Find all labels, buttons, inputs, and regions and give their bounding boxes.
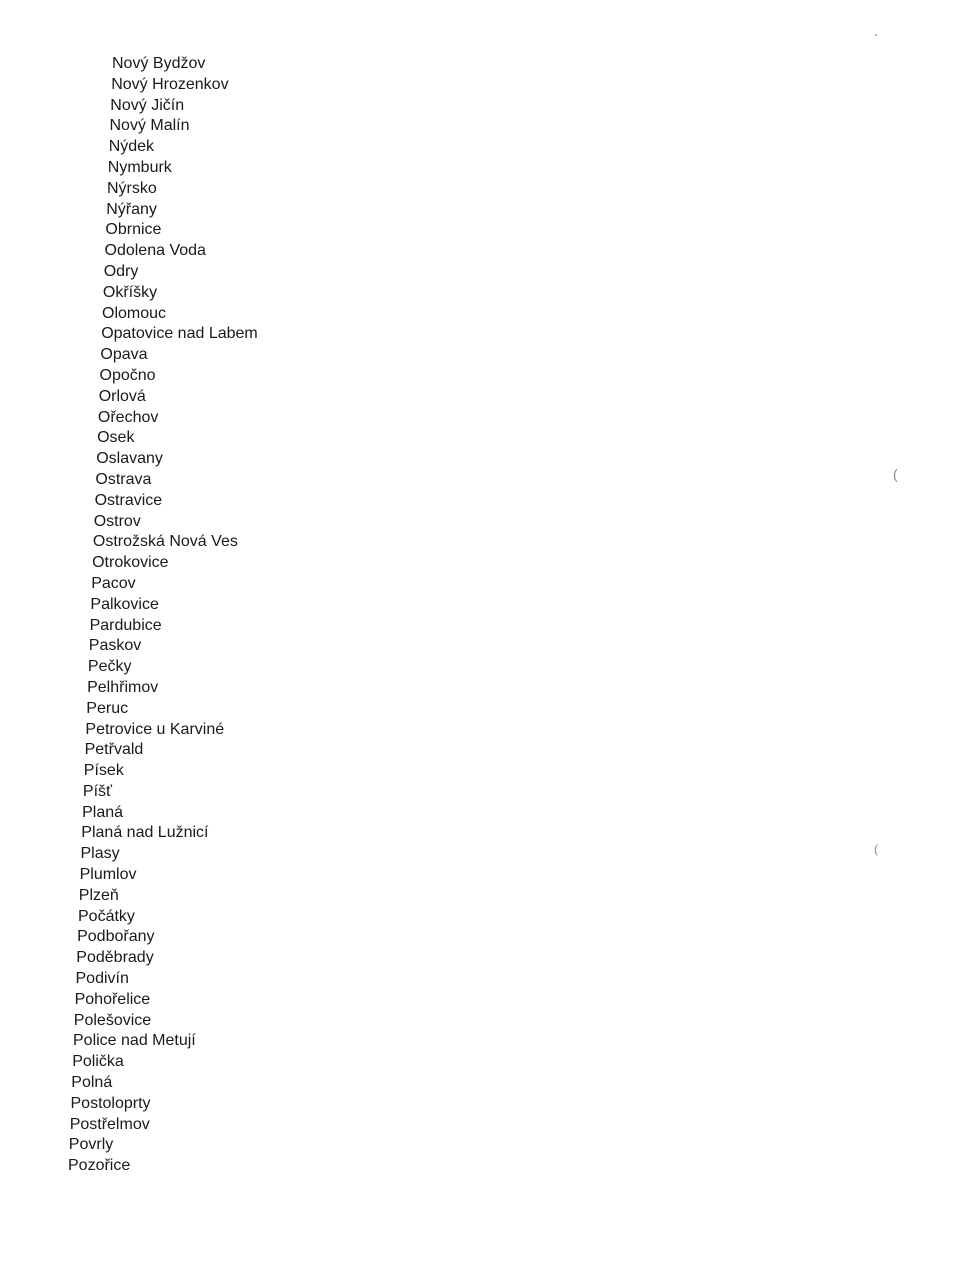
list-item: Pelhřimov — [87, 678, 159, 696]
town-list — [0, 54, 258, 1177]
list-item: Podbořany — [77, 928, 155, 946]
list-item: Opočno — [99, 366, 156, 384]
list-item: Nový Malín — [109, 117, 190, 135]
list-item: Počátky — [78, 907, 135, 925]
list-item: Postoloprty — [70, 1094, 151, 1112]
list-item: Nový Hrozenkov — [111, 75, 229, 93]
list-item: Písek — [83, 762, 124, 780]
list-item: Nýřany — [106, 200, 157, 218]
list-item: Pacov — [91, 574, 136, 592]
list-item: Otrokovice — [92, 554, 169, 572]
list-item: Polička — [72, 1053, 124, 1071]
list-item: Ostravice — [94, 491, 163, 509]
list-item: Plzeň — [78, 886, 119, 904]
list-item: Nymburk — [107, 158, 172, 176]
list-item: Nový Jičín — [110, 96, 185, 114]
list-item: Povrly — [68, 1136, 114, 1154]
list-item: Pardubice — [89, 616, 162, 634]
list-item: Plasy — [80, 845, 120, 863]
list-item: Petřvald — [84, 741, 144, 759]
list-item: Pohořelice — [74, 990, 151, 1008]
list-item: Ostrava — [95, 470, 152, 488]
margin-mark-upper: ( — [893, 466, 898, 482]
margin-mark-lower: ( — [874, 842, 878, 856]
list-item: Nýdek — [108, 138, 155, 156]
list-item: Oslavany — [96, 450, 163, 468]
list-item: Odolena Voda — [104, 242, 206, 260]
scan-speck — [875, 34, 877, 36]
list-item: Opava — [100, 346, 148, 364]
list-item: Palkovice — [90, 595, 159, 613]
list-item: Police nad Metují — [73, 1032, 196, 1050]
list-item: Odry — [103, 262, 139, 280]
list-item: Olomouc — [102, 304, 167, 322]
list-item: Osek — [97, 429, 135, 447]
list-item: Polešovice — [73, 1011, 152, 1029]
list-item: Paskov — [88, 637, 142, 655]
list-item: Planá — [82, 803, 124, 821]
list-item: Podivín — [75, 970, 129, 988]
list-item: Pozořice — [68, 1157, 131, 1175]
list-item: Petrovice u Karviné — [85, 720, 225, 738]
list-item: Polná — [71, 1074, 113, 1092]
list-item: Ostrov — [93, 512, 141, 530]
list-item: Píšť — [82, 782, 113, 800]
list-item: Pečky — [87, 658, 132, 676]
list-item: Poděbrady — [76, 949, 154, 967]
list-item: Peruc — [86, 699, 129, 717]
list-item: Postřelmov — [69, 1115, 150, 1133]
list-item: Obrnice — [105, 221, 162, 239]
list-item: Planá nad Lužnicí — [81, 824, 209, 842]
list-item: Orlová — [98, 387, 146, 405]
list-item: Ořechov — [97, 408, 159, 426]
list-item: Ostrožská Nová Ves — [92, 533, 238, 551]
list-item: Nový Bydžov — [112, 55, 206, 72]
list-item: Plumlov — [79, 866, 137, 884]
list-item: Nýrsko — [107, 179, 157, 197]
list-item: Okříšky — [102, 283, 158, 301]
list-item: Opatovice nad Labem — [101, 325, 258, 343]
